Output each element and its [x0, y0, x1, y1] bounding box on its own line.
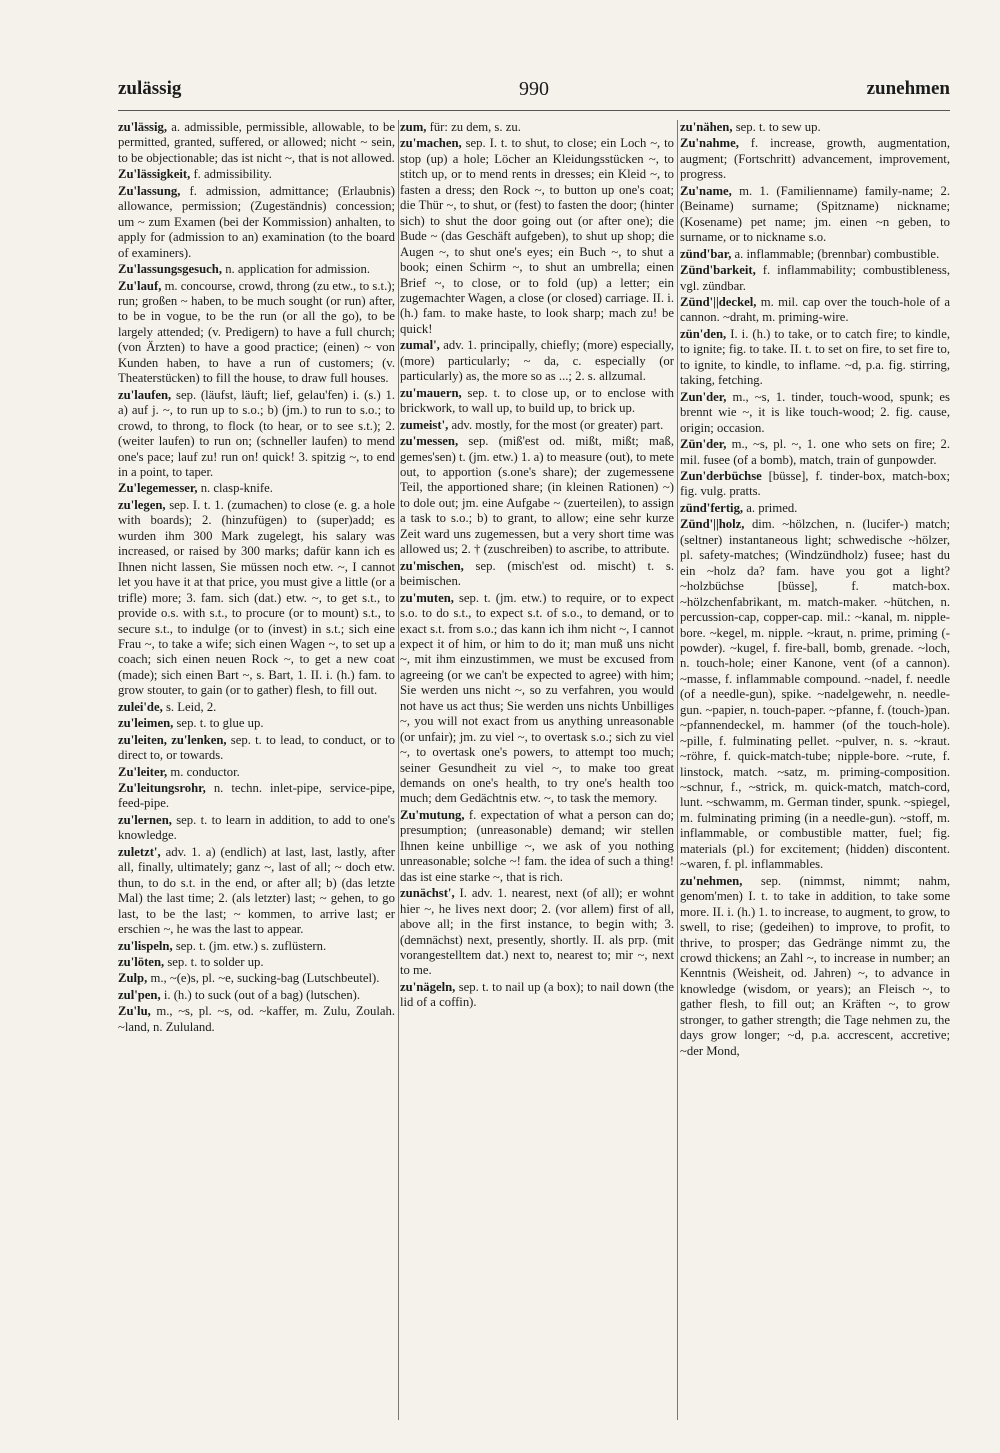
entry-headword: Zünd'||deckel,: [680, 294, 757, 309]
entry-definition: f. expectation of what a person can do; presumption; (unreasonable) demand; wir stellen Ihnen keine unbillige ~, we ask of you nothing unreasonable; solche ~! fam. the idea of such a thing! das ist eine starke ~, that is rich.: [400, 807, 674, 884]
entry-definition: [büsse], f. tinder-box, match-box; fig. vulg. pratts.: [680, 468, 950, 499]
entry-headword: zu'nähen,: [680, 120, 733, 134]
entry-headword: zu'leiten, zu'lenken,: [118, 732, 227, 747]
dictionary-column-2: [400, 120, 674, 1420]
column-divider-2: [677, 120, 678, 1420]
entry-headword: zu'nägeln,: [400, 979, 456, 994]
dictionary-entry: [680, 327, 950, 389]
dictionary-entry: [400, 559, 674, 590]
entry-definition: adv. mostly, for the most (or greater) part.: [451, 417, 664, 432]
entry-definition: m., ~s, 1. tinder, touch-wood, spunk; es brennt wie ~, it is like touch-wood; 2. fig. cause, origin; occasion.: [680, 389, 950, 435]
dictionary-entry: [118, 813, 395, 844]
entry-headword: zu'messen,: [400, 434, 459, 449]
entry-headword: Zu'name,: [680, 183, 732, 198]
dictionary-entry: [118, 939, 395, 954]
entry-headword: Zu'lassungsgesuch,: [118, 262, 223, 277]
entry-headword: zünd'fertig,: [680, 500, 744, 515]
entry-definition: m. mil. cap over the touch-hole of a cannon. ~draht, m. priming-wire.: [680, 294, 950, 325]
dictionary-entry: [400, 886, 674, 979]
dictionary-entry: [400, 980, 674, 1011]
entry-headword: Zünd'||holz,: [680, 517, 745, 532]
dictionary-entry: [118, 279, 395, 387]
dictionary-entry: [118, 498, 395, 699]
dictionary-entry: [118, 700, 395, 715]
header-left-guideword: zulässig: [118, 78, 182, 99]
entry-headword: zulei'de,: [118, 699, 163, 714]
dictionary-entry: [400, 591, 674, 807]
dictionary-entry: [680, 184, 950, 246]
dictionary-entry: [680, 874, 950, 1059]
entry-headword: Zun'der,: [680, 389, 727, 404]
entry-headword: zul'pen,: [118, 987, 161, 1002]
entry-definition: a. admissible, permissible, allowable, to be permitted, granted, suffered, or allowed; nicht ~ sein, to be objectionable; das ist nicht ~, that is not allowed.: [118, 120, 395, 165]
entry-headword: Zun'derbüchse: [680, 468, 762, 483]
header-right-guideword: zunehmen: [866, 78, 950, 99]
entry-headword: Zünd'barkeit,: [680, 263, 756, 278]
dictionary-entry: [400, 136, 674, 337]
dictionary-entry: [118, 120, 395, 166]
dictionary-entry: [680, 263, 950, 294]
entry-definition: i. (h.) to suck (out of a bag) (lutschen).: [163, 987, 361, 1002]
dictionary-entry: [400, 808, 674, 885]
dictionary-entry: [118, 845, 395, 938]
entry-headword: zu'legen,: [118, 497, 166, 512]
entry-headword: zum,: [400, 120, 427, 134]
dictionary-entry: [118, 167, 395, 182]
entry-headword: Zu'mutung,: [400, 807, 465, 822]
entry-definition: für: zu dem, s. zu.: [429, 120, 521, 134]
dictionary-entry: [680, 390, 950, 436]
entry-headword: Zün'der,: [680, 437, 727, 452]
entry-definition: a. primed.: [746, 500, 798, 515]
entry-headword: zuletzt',: [118, 844, 161, 859]
dictionary-entry: [680, 295, 950, 326]
entry-definition: adv. 1. principally, chiefly; (more) especially, (more) particularly; ~ da, c. especially (or particularly) as, the more so as ...; 2. s. allzumal.: [400, 338, 674, 384]
entry-definition: sep. t. to solder up.: [167, 955, 264, 970]
entry-definition: f. inflammability; combustibleness, vgl. zündbar.: [680, 263, 950, 293]
entry-definition: adv. 1. a) (endlich) at last, last, lastly, after all, finally, ultimately; ganz ~, last of all; ~ doch etw. thun, to do s.t. in the end, or after all; b) (das letzte Mal) the last time; 2. (als letzter) last; ~ gehen, to go last, to be the last; ~ kommen, to arrive last; er erschien ~, he was the last to appear.: [118, 844, 395, 937]
entry-headword: zumeist',: [400, 417, 449, 432]
entry-headword: zu'lispeln,: [118, 938, 173, 953]
dictionary-entry: [680, 501, 950, 516]
column-divider-1: [398, 120, 399, 1420]
dictionary-entry: [118, 733, 395, 764]
entry-definition: sep. (läufst, läuft; lief, gelau'fen) i. (s.) 1. a) auf j. ~, to run up to s.o.; b) (jm.) to run to s.o.; to crowd, to throng, to flock (to hear, or to see s.t.); 2. (weiter laufen) to run on; (schneller laufen) to mend one's pace; lauf zu! run on! quick! 3. spitzig ~, to end in a point, to taper.: [118, 387, 395, 479]
dictionary-entry: [400, 338, 674, 384]
dictionary-entry: [680, 437, 950, 468]
entry-definition: f. admission, admittance; (Erlaubnis) allowance, permission; (Zugeständnis) concession; um ~ zum Examen (bei der Kommission) anhalten, to apply for (admission to an) examination (to the board of examiners).: [118, 183, 395, 260]
entry-definition: f. admissibility.: [193, 167, 272, 182]
entry-headword: zu'lässig,: [118, 120, 167, 134]
entry-definition: m. conductor.: [170, 764, 240, 779]
entry-headword: Zu'lauf,: [118, 278, 162, 293]
entry-headword: zu'lernen,: [118, 812, 172, 827]
entry-definition: m., ~s, pl. ~, 1. one who sets on fire; 2. mil. fusee (of a bomb), match, train of gunpowder.: [680, 437, 950, 467]
entry-headword: zumal',: [400, 338, 440, 353]
entry-headword: zu'machen,: [400, 136, 462, 151]
entry-definition: sep. (misch'est od. mischt) t. s. beimischen.: [400, 558, 674, 589]
entry-headword: zu'nehmen,: [680, 873, 743, 888]
dictionary-entry: [118, 765, 395, 780]
entry-headword: zu'löten,: [118, 955, 165, 970]
entry-definition: sep. t. to glue up.: [176, 716, 264, 731]
dictionary-entry: [400, 434, 674, 558]
entry-definition: I. i. (h.) to take, or to catch fire; to kindle, to ignite; fig. to take. II. t. to set on fire, to set fire to, to ignite, to kindle, to inflame. ~d, p.a. fig. stirring, taking, fetching.: [680, 326, 950, 388]
entry-definition: sep. I. t. to shut, to close; ein Loch ~, to stop (up) a hole; Löcher an Kleidungsstücken ~, to stitch up, or to mend rents in dresses; ein Kleid ~, to fasten a dress; den Rock ~, to button up one's coat; die Thür ~, to shut, or (fest) to fasten the door; (hinter sich) to shut the door going out (or after one); die Bude ~ (das Geschäft aufgeben), to shut up shop; die Augen ~, to shut one's eyes; ein Buch ~, to shut a book; einen Schirm ~, to shut an umbrella; einen Brief ~, to close, or to fold (up) a letter; ein zugemachter Wagen, a close (or closed) carriage. II. i. (h.) fam. to make haste, to look sharp; mach zu! be quick!: [400, 136, 674, 336]
entry-headword: zün'den,: [680, 326, 727, 341]
page-number: 990: [519, 78, 549, 100]
entry-headword: Zu'lässigkeit,: [118, 167, 191, 182]
entry-headword: Zu'legemesser,: [118, 481, 198, 496]
entry-definition: sep. t. to learn in addition, to add to one's knowledge.: [118, 812, 395, 843]
entry-definition: n. techn. inlet-pipe, service-pipe, feed-pipe.: [118, 781, 395, 811]
dictionary-entry: [118, 1004, 395, 1035]
entry-headword: Zu'nahme,: [680, 136, 739, 151]
entry-headword: zu'muten,: [400, 590, 454, 605]
entry-headword: Zu'lassung,: [118, 183, 181, 198]
dictionary-entry: [118, 971, 395, 986]
dictionary-entry: [118, 781, 395, 812]
entry-definition: m. 1. (Familienname) family-name; 2. (Beiname) surname; (Spitzname) nickname; (Kosename) pet name; jm. einen ~n geben, to surname, or to nickname s.o.: [680, 183, 950, 245]
entry-headword: Zu'leitungsrohr,: [118, 781, 206, 796]
dictionary-entry: [400, 386, 674, 417]
entry-definition: sep. (miß'est od. mißt, mißt; maß, gemes'sen) t. (jm. etw.) 1. a) to measure (out), to mete out, to apportion (s.one's share); der zugemessene Teil, the apportioned share; (in kleinen Rationen) ~) to dole out; jm. eine Aufgabe ~ (zuerteilen), to assign a task to s.o.; b) to grant, to allow; eine sehr kurze Zeit ward uns zugemessen, but a very short time was allowed us; 2. † (zuschreiben) to ascribe, to attribute.: [400, 434, 674, 557]
entry-definition: dim. ~hölzchen, n. (lucifer-) match; (seltner) instantaneous light; schwedische ~hölzer, pl. safety-matches; (Windzündholz) fusee; hast du ein ~holz da? fam. have you got a light? ~holzbüchse [büsse], f. match-box. ~hölzchenfabrikant, m. match-maker. ~hütchen, n. percussion-cap, copper-cap. mil.: ~kanal, m. nipple-bore. ~kegel, m. nipple. ~kraut, n. prime, priming (-powder). ~kugel, f. fire-ball, bomb, grenade. ~loch, n. touch-hole; einer Kanone, vent (of a cannon). ~masse, f. inflammable compound. ~nadel, f. needle (of a needle-gun), spike. ~nadelgewehr, n. needle-gun. ~papier, n. touch-paper. ~pfanne, f. (touch-)pan. ~pfannendeckel, m. hammer (of the touch-hole). ~pille, f. fulminating pellet. ~pulver, n. s. ~kraut. ~röhre, f. quick-match-tube; nipple-bore. ~rute, f. linstock, match. ~satz, m. priming-composition. ~schnur, f., ~strick, m. quick-match, match-cord, lunt. ~schwamm, m. German tinder, spunk. ~spiegel, m. fulminating priming (in a needle-gun). ~stoff, m. inflammable, or combustible matter, fuel; fig. materials (pl.) for excitement; (hidden) discontent. ~waren, f. pl. inflammables.: [680, 517, 950, 872]
entry-headword: Zu'lu,: [118, 1004, 151, 1019]
dictionary-entry: [400, 418, 674, 433]
dictionary-entry: [118, 184, 395, 261]
entry-headword: zunächst',: [400, 886, 455, 901]
entry-headword: zünd'bar,: [680, 246, 732, 261]
dictionary-column-3: [680, 120, 950, 1420]
entry-definition: f. increase, growth, augmentation, augment; (Fortschritt) advancement, improvement, progress.: [680, 136, 950, 182]
entry-definition: m. concourse, crowd, throng (zu etw., to s.t.); run; großen ~ haben, to be much sought (or run) after, to be in vogue, to be the run (or all the go), to be largely attended; (v. Predigern) to have a full church; (von Ärzten) to have a good practice; (einen) ~ von Kunden haben, to have a run of customers; (v. Theaterstücken) to fill the house, to draw full houses.: [118, 278, 395, 386]
dictionary-entry: [680, 517, 950, 872]
dictionary-entry: [680, 136, 950, 182]
entry-definition: m., ~s, pl. ~s, od. ~kaffer, m. Zulu, Zoulah. ~land, n. Zululand.: [118, 1004, 395, 1034]
entry-definition: m., ~(e)s, pl. ~e, sucking-bag (Lutschbeutel).: [150, 971, 380, 986]
entry-definition: a. inflammable; (brennbar) combustible.: [734, 246, 940, 261]
entry-definition: sep. (nimmst, nimmt; nahm, genom'men) I. t. to take in addition, to take some more. II. i. (h.) 1. to increase, to augment, to grow, to swell, to rise; (gedeihen) to improve, to profit, to thrive, to prosper; das Gedränge nimmt zu, the crowd thickens; an Zahl ~, to increase in number; an Kenntnis (Weisheit, od. Jahren) ~, to advance in knowledge (wisdom, or years); an Fleisch ~, to gather flesh, to fill out; an Kräften ~, to grow stronger, to gather strength; die Tage nehmen zu, the days grow longer; ~d, p.a. accrescent, accretive; ~der Mond,: [680, 873, 950, 1058]
entry-definition: s. Leid, 2.: [165, 699, 217, 714]
entry-definition: sep. t. to nail up (a box); to nail down (the lid of a coffin).: [400, 979, 674, 1010]
header-rule: [118, 110, 950, 111]
dictionary-column-1: [118, 120, 395, 1420]
entry-definition: sep. t. to sew up.: [735, 120, 821, 134]
dictionary-entry: [400, 120, 674, 135]
page-header: [118, 72, 950, 106]
dictionary-entry: [680, 120, 950, 135]
dictionary-entry: [680, 469, 950, 500]
entry-headword: Zulp,: [118, 971, 148, 986]
entry-definition: I. adv. 1. nearest, next (of all); er wohnt hier ~, he lives next door; 2. (vor allem) first of all, above all; in the first instance, to begin with; 3. (demnächst) next, presently, shortly. II. als prp. (mit vorangestelltem dat.) next to, nearest to; mir ~, next to me.: [400, 886, 674, 978]
entry-headword: zu'mischen,: [400, 558, 464, 573]
entry-definition: n. clasp-knife.: [200, 481, 273, 496]
entry-definition: sep. t. (jm. etw.) to require, or to expect s.o. to do s.t., to expect s.t. of s.o., to demand, or to exact s.t. from s.o.; das kann ich ihm nicht ~, I cannot expect it of him, or him to do it; man muß uns nicht ~, mit ihm einzustimmen, we must be excused from agreeing (or we can't be expected to agree) with him; Sie werden uns nicht ~, so zu verfahren, you would not have us act thus; Sie werden uns nichts Unbilliges ~, you will not exact from us anything unreasonable (or unfair); jm. zu viel ~, to overtask s.o.; sich zu viel ~, to overtask one's powers, to attempt too much; seiner Gesundheit zu viel ~, to make too great demands on one's health, to try one's health too much; dem Gedächtnis etw. ~, to task the memory.: [400, 590, 674, 806]
entry-definition: sep. t. to close up, or to enclose with brickwork, to wall up, to build up, to brick up.: [400, 385, 674, 416]
dictionary-entry: [118, 262, 395, 277]
dictionary-entry: [118, 955, 395, 970]
dictionary-entry: [118, 988, 395, 1003]
entry-definition: sep. t. (jm. etw.) s. zuflüstern.: [175, 938, 327, 953]
dictionary-entry: [118, 388, 395, 481]
dictionary-entry: [118, 716, 395, 731]
dictionary-entry: [118, 481, 395, 496]
entry-definition: sep. t. to lead, to conduct, or to direct to, or towards.: [118, 732, 395, 763]
entry-definition: n. application for admission.: [225, 262, 371, 277]
entry-definition: sep. I. t. 1. (zumachen) to close (e. g. a hole with boards); 2. (hinzufügen) to (super)add; es wurden ihm 300 Mark zugelegt, his salary was increased, or raised by 300 marks; dafür kann ich es Ihnen nicht lassen, Sie müssen noch etw. ~, I cannot let you have it at that price, you must give a little (or a trifle) more; 3. fam. sich (dat.) etw. ~, to get s.t., to provide o.s. with s.t., to procure (or to mount) s.t., to secure s.t., to indulge (or to (invest) in s.t.; sich eine Frau ~, to take a wife; sich einen Wagen ~, to set up a coach; sich einen neuen Rock ~, to get a new coat (made); sich einen Bart ~, s. Bart, 1. II. i. (h.) fam. to grow stouter, to gain (or to gather) flesh, to fill out.: [118, 497, 395, 698]
entry-headword: zu'mauern,: [400, 385, 462, 400]
entry-headword: zu'leimen,: [118, 716, 174, 731]
dictionary-entry: [680, 247, 950, 262]
entry-headword: zu'laufen,: [118, 387, 172, 402]
entry-headword: Zu'leiter,: [118, 764, 168, 779]
